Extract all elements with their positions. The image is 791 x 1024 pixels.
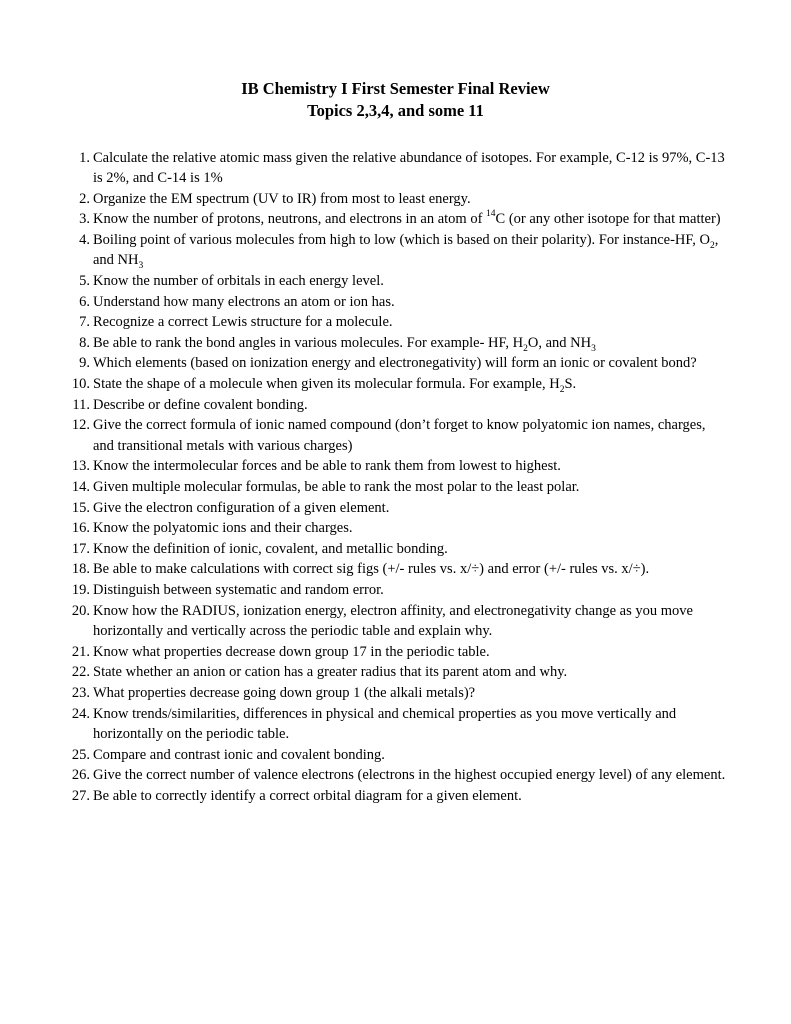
list-item: [64, 477, 728, 498]
item-text: [93, 498, 728, 519]
document-title: IB Chemistry I First Semester Final Review: [241, 79, 550, 98]
item-number: 14.: [71, 479, 90, 495]
item-text: [93, 786, 728, 807]
item-text: [93, 765, 728, 786]
subscript: 3: [591, 343, 596, 354]
item-number: 3.: [79, 211, 90, 228]
item-text: [93, 189, 728, 210]
list-item: [64, 580, 728, 601]
item-text-content: Know how the RADIUS, ionization energy, electron affinity, and electronegativity change as you move horizontally and vertically across the periodic table and explain why.: [93, 602, 693, 640]
item-text-content: Organize the EM spectrum (UV to IR) from most to least energy.: [93, 190, 471, 207]
item-text-content: Describe or define covalent bonding.: [93, 396, 308, 413]
list-item: [64, 415, 728, 456]
title-block: [0, 78, 791, 122]
item-text-content: Know trends/similarities, differences in physical and chemical properties as you move vertically and horizontally on the periodic table.: [93, 705, 677, 743]
item-text-content: Know the intermolecular forces and be able to rank them from lowest to highest.: [93, 458, 561, 475]
item-text-part: O, and NH: [527, 334, 592, 351]
list-item: [64, 498, 728, 519]
question-list: [64, 148, 728, 807]
item-text-content: Be able to correctly identify a correct orbital diagram for a given element.: [93, 787, 522, 804]
item-number: 13.: [71, 458, 90, 475]
list-item: [64, 374, 728, 395]
item-text-part: Be able to rank the bond angles in various molecules. For example- HF, H: [93, 334, 524, 351]
item-text-content: Give the electron configuration of a given element.: [93, 499, 390, 516]
item-number: 15.: [71, 499, 90, 516]
item-text: [93, 209, 728, 230]
subscript: 2: [710, 240, 715, 251]
item-number: 27.: [71, 787, 90, 804]
list-item: [64, 601, 728, 642]
item-text-content: Calculate the relative atomic mass given the relative abundance of isotopes. For example, C-12 is 97%, C-13 is 2%, and C-14 is 1%: [93, 149, 725, 187]
item-number: 21.: [71, 643, 90, 660]
item-number: 16.: [71, 520, 90, 537]
item-text: [93, 230, 728, 271]
list-item: [64, 786, 728, 807]
list-item: [64, 312, 728, 333]
item-number: 10.: [71, 376, 90, 393]
subscript: 2: [559, 384, 565, 395]
list-item: [64, 642, 728, 663]
item-text-content: Give the correct number of valence electrons (electrons in the highest occupied energy level) of any element.: [93, 767, 726, 784]
item-number: 1.: [79, 149, 90, 166]
list-item: [64, 395, 728, 416]
item-text: [93, 353, 728, 374]
item-number: 17.: [71, 540, 90, 557]
item-number: 24.: [71, 705, 90, 722]
item-text-content: State whether an anion or cation has a greater radius that its parent atom and why.: [93, 664, 568, 681]
item-text: [93, 395, 728, 416]
item-text: [93, 148, 728, 189]
item-text: [93, 415, 728, 456]
item-number: 6.: [79, 293, 90, 310]
item-text-content: Be able to make calculations with correct sig figs (+/- rules vs. x/÷) and error (+/- rules vs. x/÷).: [93, 561, 650, 578]
item-number: 18.: [71, 561, 90, 578]
item-text: [93, 292, 728, 313]
item-text: [93, 683, 728, 704]
document-subtitle: Topics 2,3,4, and some 11: [307, 101, 484, 120]
item-text: [93, 271, 728, 292]
item-text-content: Know the definition of ionic, covalent, and metallic bonding.: [93, 540, 448, 557]
item-text: [93, 580, 728, 601]
item-text: [93, 456, 728, 477]
item-text-content: Know the number of orbitals in each energy level.: [93, 273, 384, 290]
item-text-content: Know what properties decrease down group 17 in the periodic table.: [93, 643, 490, 660]
item-text: [93, 518, 728, 539]
item-number: 7.: [79, 314, 90, 331]
subscript: 2: [523, 343, 528, 354]
list-item: [64, 230, 728, 271]
list-item: [64, 704, 728, 745]
item-number: 25.: [71, 746, 90, 763]
item-text: [93, 601, 728, 642]
item-text-content: Which elements (based on ionization energy and electronegativity) will form an ionic or covalent bond?: [93, 355, 697, 372]
item-text-content: What properties decrease going down group 1 (the alkali metals)?: [93, 684, 476, 701]
item-text-content: Distinguish between systematic and random error.: [93, 581, 384, 598]
item-text-part: C (or any other isotope for that matter): [495, 211, 721, 228]
list-item: [64, 271, 728, 292]
item-number: 8.: [79, 334, 90, 351]
list-item: [64, 209, 728, 230]
list-item: [64, 456, 728, 477]
item-text-part: Know the number of protons, neutrons, and electrons in an atom of: [93, 211, 487, 228]
list-item: [64, 683, 728, 704]
item-text: [93, 312, 728, 333]
item-text-content: Understand how many electrons an atom or ion has.: [93, 293, 395, 310]
item-text: [93, 662, 728, 683]
item-number: 2.: [79, 190, 90, 207]
list-item: [64, 745, 728, 766]
item-text: [93, 704, 728, 745]
list-item: [64, 292, 728, 313]
item-text: [93, 745, 728, 766]
item-text: [93, 642, 728, 663]
item-number: 20.: [71, 602, 90, 619]
item-text: [93, 477, 728, 498]
item-text: [93, 333, 728, 354]
item-text-content: Recognize a correct Lewis structure for a molecule.: [93, 314, 393, 331]
list-item: [64, 148, 728, 189]
item-number: 11.: [72, 396, 90, 413]
item-number: 12.: [71, 417, 90, 434]
item-number: 5.: [79, 273, 90, 290]
item-text-content: Know the polyatomic ions and their charges.: [93, 520, 353, 537]
item-number: 19.: [71, 581, 90, 598]
item-number: 22.: [71, 664, 90, 681]
item-text-content: Give the correct formula of ionic named compound (don’t forget to know polyatomic ion names, charges, and transitional metals with various charges): [93, 417, 706, 454]
superscript: 14: [486, 209, 496, 220]
item-number: 26.: [71, 767, 90, 784]
item-number: 9.: [79, 355, 90, 372]
list-item: [64, 518, 728, 539]
item-text-part: State the shape of a molecule when given its molecular formula. For example, H: [93, 376, 560, 393]
list-item: [64, 353, 728, 374]
subscript: 3: [138, 261, 144, 272]
list-item: [64, 189, 728, 210]
list-item: [64, 333, 728, 354]
list-item: [64, 765, 728, 786]
list-item: [64, 559, 728, 580]
item-text-part: Boiling point of various molecules from high to low (which is based on their polarity). For instance-HF, O: [93, 231, 711, 248]
item-text: [93, 559, 728, 580]
list-item: [64, 662, 728, 683]
item-text: [93, 374, 728, 395]
item-number: 23.: [71, 684, 90, 701]
item-text-part: , and NH: [93, 231, 719, 269]
item-number: 4.: [79, 231, 90, 248]
item-text: [93, 539, 728, 560]
item-text-content: Given multiple molecular formulas, be able to rank the most polar to the least polar.: [93, 479, 580, 495]
item-text-content: Compare and contrast ionic and covalent bonding.: [93, 746, 385, 763]
list-item: [64, 539, 728, 560]
item-text-part: S.: [564, 376, 577, 393]
